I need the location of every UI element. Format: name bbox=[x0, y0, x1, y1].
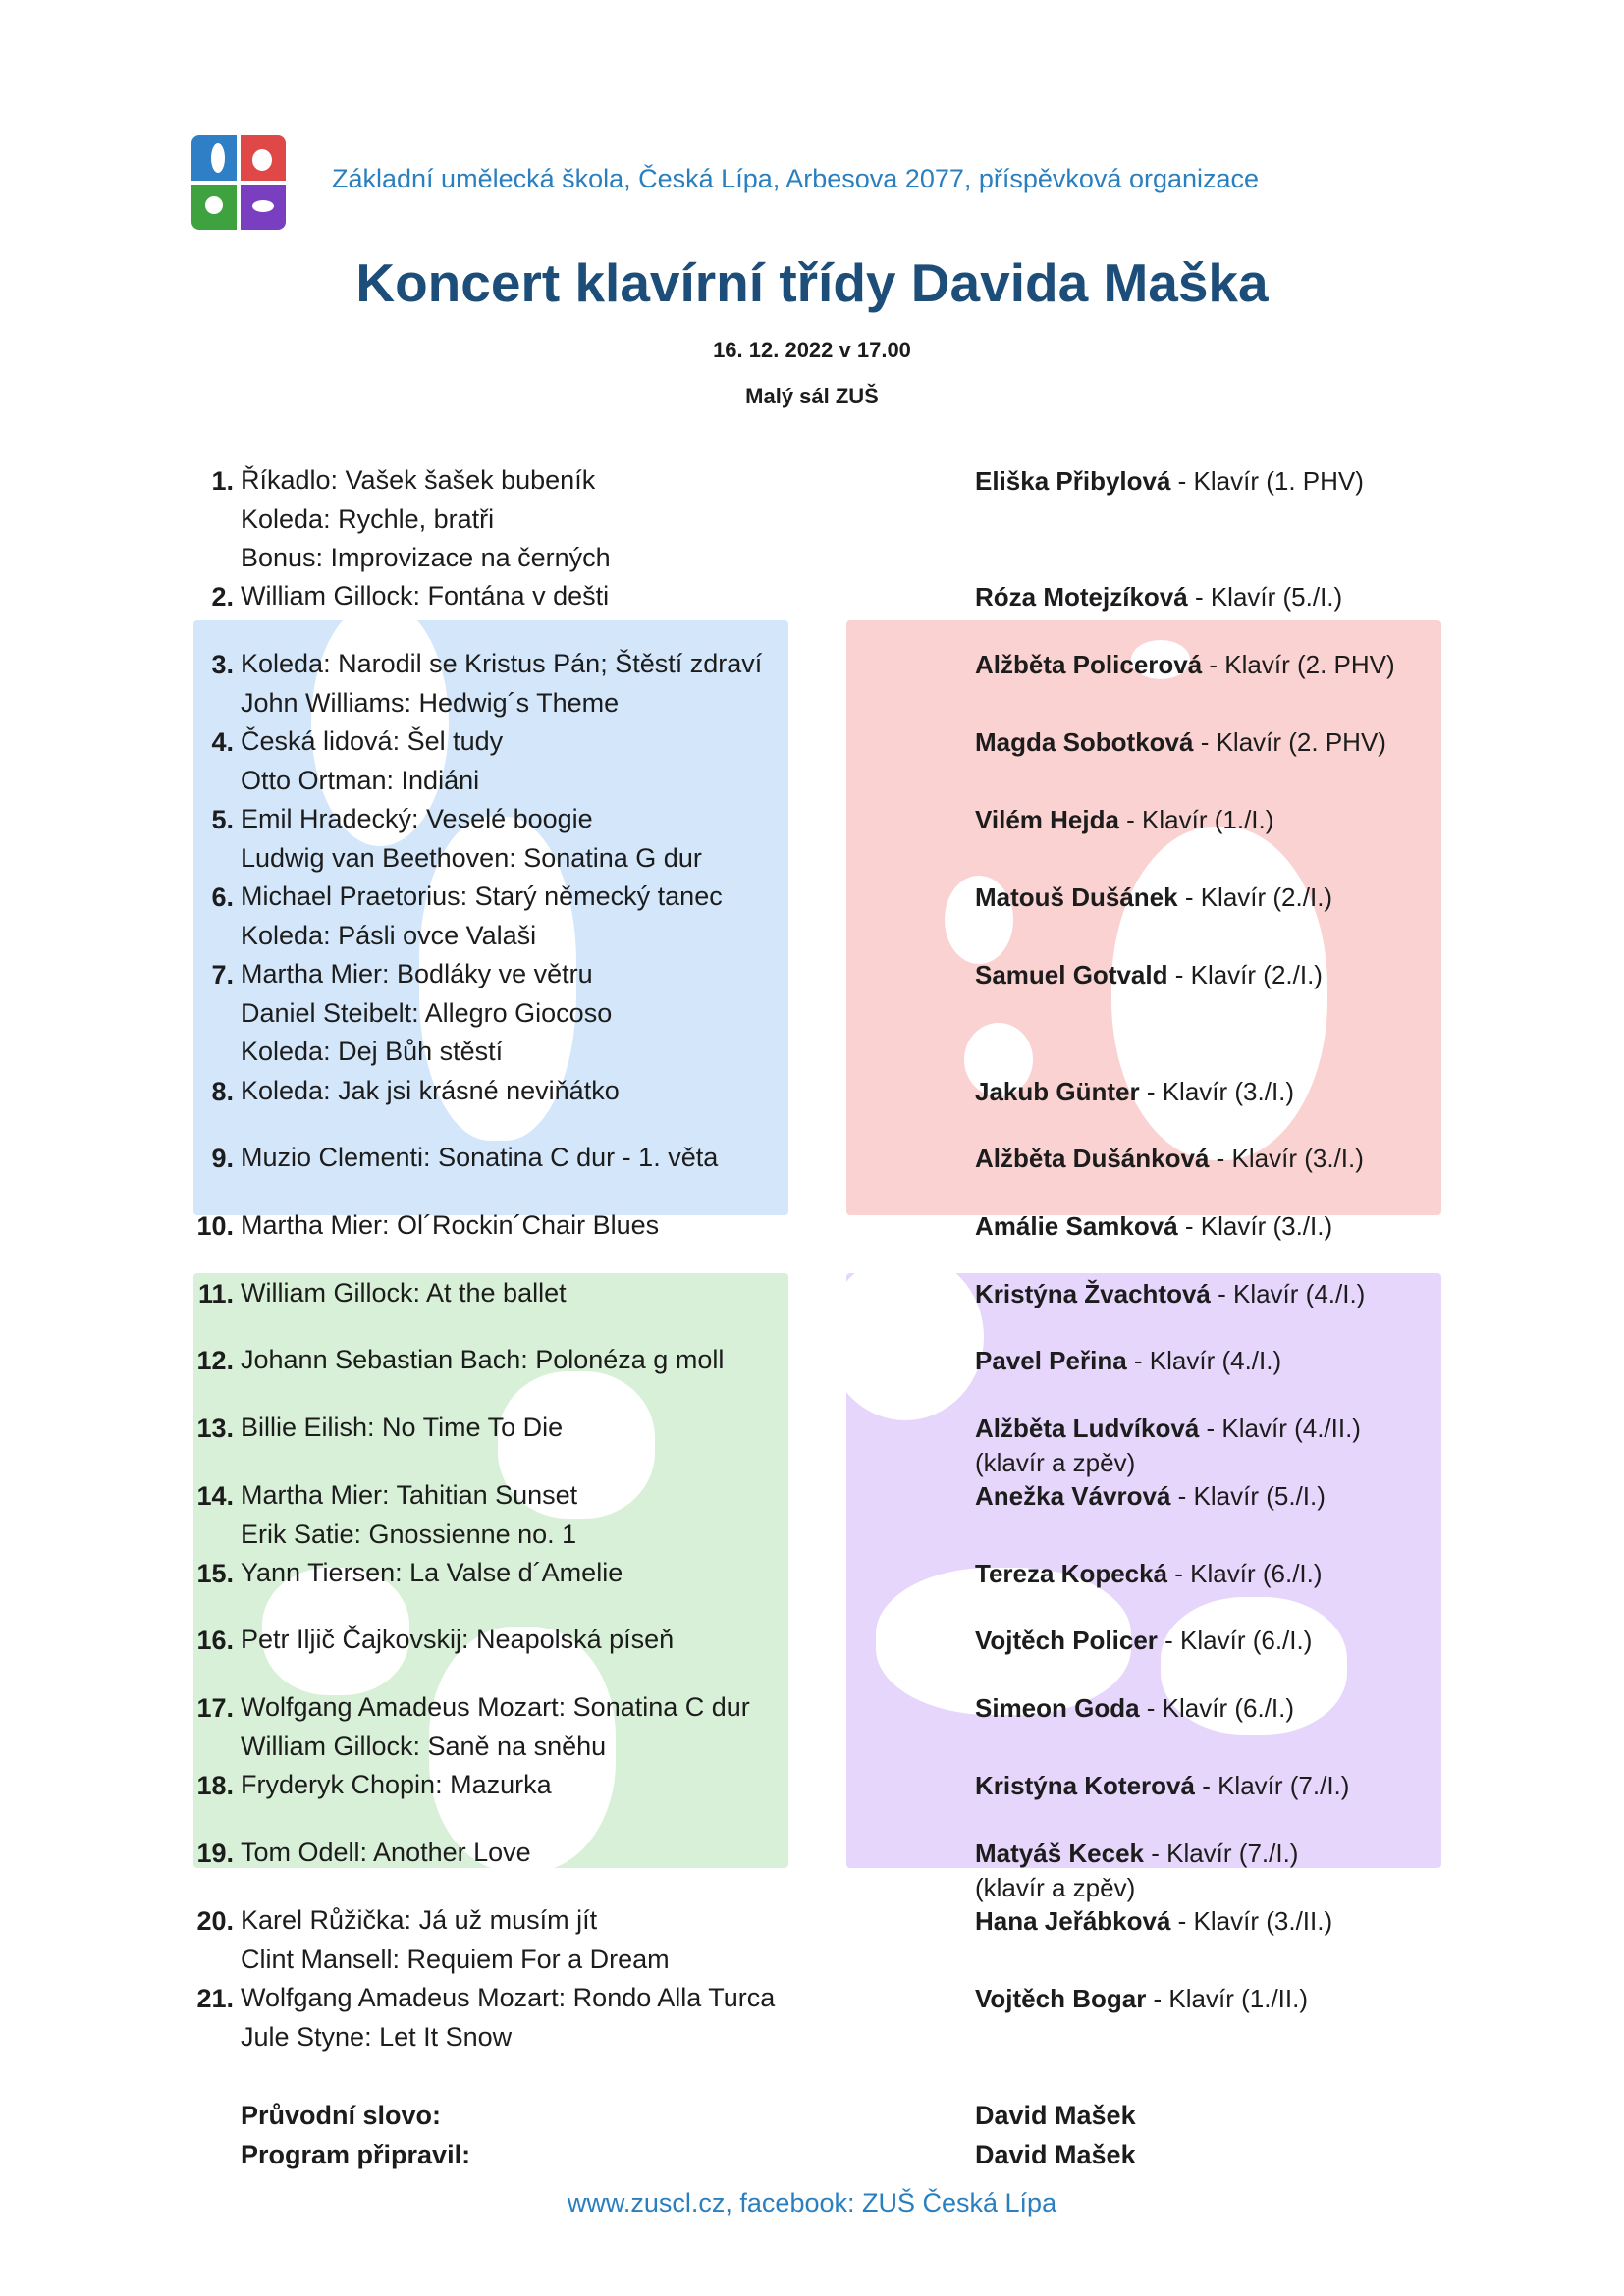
program-number: 18. bbox=[196, 1771, 234, 1800]
page-title: Koncert klavírní třídy Davida Maška bbox=[355, 252, 1269, 313]
program-pieces bbox=[241, 577, 609, 616]
piece-title: Koleda: Dej Bůh stěstí bbox=[241, 1037, 504, 1066]
program-pieces bbox=[241, 1766, 552, 1805]
piece-title: Wolfgang Amadeus Mozart: Rondo Alla Turca bbox=[241, 1983, 776, 2012]
performer-instrument: - Klavír (3./I.) bbox=[1209, 1144, 1364, 1173]
performer bbox=[975, 1072, 1294, 1111]
piece-title: Ludwig van Beethoven: Sonatina G dur bbox=[241, 842, 702, 873]
performer-name: Amálie Samková bbox=[975, 1211, 1178, 1241]
performer-instrument: - Klavír (2./I.) bbox=[1167, 960, 1323, 989]
performer-instrument: - Klavír (4./I.) bbox=[1126, 1346, 1282, 1375]
performer-instrument: - Klavír (2. PHV) bbox=[1193, 727, 1386, 757]
program-number: 11. bbox=[197, 1279, 234, 1308]
piece-title: John Williams: Hedwig´s Theme bbox=[241, 687, 620, 718]
program-pieces bbox=[241, 1072, 620, 1111]
performer-name: Kristýna Koterová bbox=[975, 1771, 1195, 1800]
piece-title: Martha Mier: Ol´Rockin´Chair Blues bbox=[241, 1210, 660, 1240]
piece-title: Koleda: Narodil se Kristus Pán; Štěstí zdraví bbox=[241, 649, 763, 678]
program-number: 8. bbox=[211, 1077, 234, 1106]
bg-red-panel bbox=[846, 620, 1441, 1215]
piece-title: Česká lidová: Šel tudy bbox=[241, 726, 504, 756]
performer-note: (klavír a zpěv) bbox=[975, 1873, 1136, 1902]
piece-title: Muzio Clementi: Sonatina C dur - 1. věta bbox=[241, 1143, 719, 1172]
program-pieces bbox=[241, 1206, 659, 1246]
program-number: 16. bbox=[196, 1626, 234, 1655]
logo-detail bbox=[205, 196, 223, 214]
program-pieces bbox=[241, 1409, 563, 1448]
performer bbox=[975, 1766, 1349, 1805]
performer-name: Vojtěch Bogar bbox=[975, 1984, 1147, 2013]
piece-title: Petr Iljič Čajkovskij: Neapolská píseň bbox=[241, 1625, 675, 1654]
performer-name: Matyáš Kecek bbox=[975, 1839, 1144, 1868]
program-pieces bbox=[241, 955, 612, 1072]
bg-blob bbox=[827, 1254, 984, 1420]
performer-name: Magda Sobotková bbox=[975, 727, 1194, 757]
performer bbox=[975, 1476, 1326, 1516]
piece-title: Tom Odell: Another Love bbox=[241, 1838, 531, 1867]
program-pieces bbox=[241, 1476, 577, 1554]
performer bbox=[975, 878, 1332, 917]
performer bbox=[975, 1206, 1332, 1246]
performer-instrument: - Klavír (3./I.) bbox=[1177, 1211, 1333, 1241]
performer-instrument: - Klavír (2./I.) bbox=[1177, 882, 1333, 912]
performer bbox=[975, 577, 1342, 616]
program-number: 10. bbox=[196, 1211, 234, 1241]
speech-label: Průvodní slovo: bbox=[241, 2101, 442, 2130]
performer-instrument: - Klavír (5./I.) bbox=[1187, 582, 1343, 612]
piece-title: Clint Mansell: Requiem For a Dream bbox=[241, 1944, 670, 1974]
performer bbox=[975, 1979, 1308, 2018]
performer-name: Samuel Gotvald bbox=[975, 960, 1168, 989]
performer bbox=[975, 461, 1364, 501]
program-pieces bbox=[241, 1554, 623, 1593]
performer-instrument: - Klavír (4./I.) bbox=[1210, 1279, 1366, 1308]
program-pieces bbox=[241, 1901, 670, 1979]
performer-instrument: - Klavír (4./II.) bbox=[1199, 1414, 1361, 1443]
performer-name: Alžběta Ludvíková bbox=[975, 1414, 1200, 1443]
website-link[interactable]: www.zuscl.cz, facebook: ZUŠ Česká Lípa bbox=[567, 2188, 1057, 2217]
performer bbox=[975, 800, 1273, 839]
piece-title: William Gillock: At the ballet bbox=[241, 1278, 567, 1308]
program-number: 15. bbox=[196, 1559, 234, 1588]
performer-name: Róza Motejzíková bbox=[975, 582, 1188, 612]
performer-instrument: - Klavír (2. PHV) bbox=[1202, 650, 1395, 679]
performer-instrument: - Klavír (1./II.) bbox=[1146, 1984, 1309, 2013]
program-number: 19. bbox=[196, 1839, 234, 1868]
performer-name: Kristýna Žvachtová bbox=[975, 1279, 1211, 1308]
performer-instrument: - Klavír (6./I.) bbox=[1139, 1693, 1295, 1723]
piece-title: Martha Mier: Tahitian Sunset bbox=[241, 1480, 578, 1510]
performer bbox=[975, 1621, 1312, 1660]
performer-instrument: - Klavír (3./II.) bbox=[1170, 1906, 1333, 1936]
performer bbox=[975, 1274, 1365, 1313]
performer-name: Jakub Günter bbox=[975, 1077, 1140, 1106]
program-number: 21. bbox=[196, 1984, 234, 2013]
piece-title: Johann Sebastian Bach: Polonéza g moll bbox=[241, 1345, 725, 1374]
performer-name: Alžběta Policerová bbox=[975, 650, 1203, 679]
performer-name: Anežka Vávrová bbox=[975, 1481, 1171, 1511]
piece-title: Jule Styne: Let It Snow bbox=[241, 2021, 513, 2052]
piece-title: Martha Mier: Bodláky ve větru bbox=[241, 959, 593, 988]
school-name: Základní umělecká škola, Česká Lípa, Arbesova 2077, příspěvková organizace bbox=[332, 164, 1260, 193]
performer-name: Matouš Dušánek bbox=[975, 882, 1178, 912]
program-number: 13. bbox=[196, 1414, 234, 1443]
performer bbox=[975, 1688, 1294, 1728]
program-number: 1. bbox=[211, 466, 234, 496]
piece-title: William Gillock: Fontána v dešti bbox=[241, 581, 610, 611]
school-logo bbox=[191, 135, 286, 232]
performer-name: Hana Jeřábková bbox=[975, 1906, 1171, 1936]
program-number: 2. bbox=[211, 582, 234, 612]
program-number: 17. bbox=[196, 1693, 234, 1723]
program-number: 9. bbox=[211, 1144, 234, 1173]
piece-title: Michael Praetorius: Starý německý tanec bbox=[241, 881, 723, 911]
program-pieces bbox=[241, 1274, 567, 1313]
performer bbox=[975, 1554, 1323, 1593]
speech-value: David Mašek bbox=[975, 2101, 1136, 2130]
performer-name: Simeon Goda bbox=[975, 1693, 1140, 1723]
piece-title: Yann Tiersen: La Valse d´Amelie bbox=[241, 1558, 623, 1587]
prepared-value: David Mašek bbox=[975, 2140, 1136, 2169]
program-pieces bbox=[241, 1341, 724, 1380]
program-pieces bbox=[241, 1834, 531, 1873]
program-number: 5. bbox=[211, 805, 234, 834]
prepared-label: Program připravil: bbox=[241, 2140, 471, 2169]
piece-title: Wolfgang Amadeus Mozart: Sonatina C dur bbox=[241, 1692, 750, 1722]
performer-name: Tereza Kopecká bbox=[975, 1559, 1168, 1588]
performer-instrument: - Klavír (1. PHV) bbox=[1170, 466, 1364, 496]
piece-title: Koleda: Rychle, bratři bbox=[241, 504, 495, 534]
performer-instrument: - Klavír (7./I.) bbox=[1194, 1771, 1350, 1800]
piece-title: Daniel Steibelt: Allegro Giocoso bbox=[241, 997, 613, 1028]
performer-name: Vilém Hejda bbox=[975, 805, 1119, 834]
program-number: 14. bbox=[196, 1481, 234, 1511]
piece-title: Erik Satie: Gnossienne no. 1 bbox=[241, 1519, 577, 1549]
performer-name: Pavel Peřina bbox=[975, 1346, 1127, 1375]
program-pieces bbox=[241, 1621, 674, 1660]
performer-instrument: - Klavír (6./I.) bbox=[1167, 1559, 1323, 1588]
performer bbox=[975, 1901, 1332, 1941]
program-pieces bbox=[241, 1139, 718, 1178]
performer bbox=[975, 1834, 1298, 1902]
performer-note: (klavír a zpěv) bbox=[975, 1448, 1136, 1477]
concert-venue: Malý sál ZUŠ bbox=[745, 384, 879, 408]
performer bbox=[975, 1409, 1361, 1477]
piece-title: Koleda: Jak jsi krásné neviňátko bbox=[241, 1076, 620, 1105]
piece-title: Emil Hradecký: Veselé boogie bbox=[241, 804, 593, 833]
performer bbox=[975, 645, 1395, 684]
program-pieces bbox=[241, 1979, 775, 2056]
performer-instrument: - Klavír (6./I.) bbox=[1157, 1626, 1313, 1655]
logo-detail bbox=[211, 143, 225, 173]
concert-date: 16. 12. 2022 v 17.00 bbox=[713, 338, 911, 362]
performer bbox=[975, 1139, 1364, 1178]
piece-title: Koleda: Pásli ovce Valaši bbox=[241, 920, 537, 950]
performer-instrument: - Klavír (7./I.) bbox=[1144, 1839, 1299, 1868]
piece-title: Říkadlo: Vašek šašek bubeník bbox=[241, 465, 596, 495]
performer-name: Eliška Přibylová bbox=[975, 466, 1171, 496]
program-number: 4. bbox=[211, 727, 234, 757]
program-pieces bbox=[241, 461, 611, 578]
program-pieces bbox=[241, 1688, 750, 1766]
performer-name: Alžběta Dušánková bbox=[975, 1144, 1210, 1173]
piece-title: Fryderyk Chopin: Mazurka bbox=[241, 1770, 552, 1799]
performer-instrument: - Klavír (1./I.) bbox=[1118, 805, 1274, 834]
piece-title: Billie Eilish: No Time To Die bbox=[241, 1413, 564, 1442]
performer-instrument: - Klavír (5./I.) bbox=[1170, 1481, 1326, 1511]
performer bbox=[975, 955, 1323, 994]
performer bbox=[975, 1341, 1281, 1380]
program-pieces bbox=[241, 722, 503, 800]
performer-name: Vojtěch Policer bbox=[975, 1626, 1158, 1655]
program-number: 3. bbox=[211, 650, 234, 679]
program-number: 20. bbox=[196, 1906, 234, 1936]
performer bbox=[975, 722, 1386, 762]
logo-detail bbox=[252, 200, 274, 212]
piece-title: Karel Růžička: Já už musím jít bbox=[241, 1905, 598, 1935]
piece-title: Bonus: Improvizace na černých bbox=[241, 543, 611, 572]
piece-title: Otto Ortman: Indiáni bbox=[241, 765, 480, 795]
performer-instrument: - Klavír (3./I.) bbox=[1139, 1077, 1295, 1106]
program-pieces bbox=[241, 800, 702, 878]
program-number: 6. bbox=[211, 882, 234, 912]
program-number: 7. bbox=[211, 960, 234, 989]
program-pieces bbox=[241, 878, 723, 955]
program-pieces bbox=[241, 645, 762, 722]
program-number: 12. bbox=[196, 1346, 234, 1375]
piece-title: William Gillock: Saně na sněhu bbox=[241, 1731, 607, 1761]
logo-detail bbox=[252, 149, 272, 171]
